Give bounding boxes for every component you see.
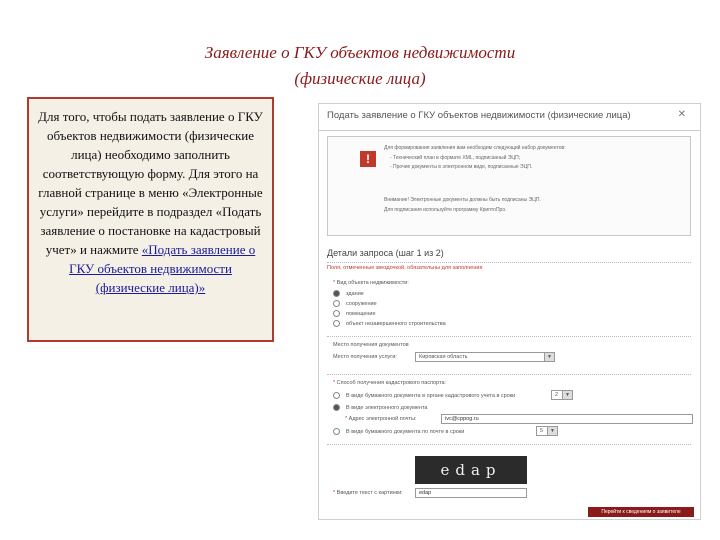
divider	[327, 444, 691, 445]
notice-line: Для формирования заявления вам необходим следующий набор документов:	[384, 145, 566, 151]
alert-icon: !	[360, 151, 376, 167]
radio-icon[interactable]	[333, 290, 340, 297]
delivery-option[interactable]: В виде бумажного документа в органе кадастрового учета в сроки	[333, 392, 515, 399]
place-label: Место получения услуги:	[333, 354, 397, 360]
chevron-down-icon[interactable]: ▼	[544, 353, 554, 361]
radio-icon[interactable]	[333, 300, 340, 307]
divider	[327, 262, 691, 263]
form-header	[319, 104, 700, 131]
close-icon[interactable]: ✕	[677, 109, 686, 120]
radio-icon[interactable]	[333, 310, 340, 317]
instruction-box	[27, 97, 274, 342]
divider	[327, 374, 691, 375]
form-header-title: Подать заявление о ГКУ объектов недвижимости (физические лица)	[327, 110, 631, 121]
instruction-text: Для того, чтобы подать заявление о ГКУ объектов недвижимости (физические лица) необходимо заполнить соответствующую форму. Для этого на главной странице в меню «Электронные услуги» перейдите в подраздел «Подать заявление о постановке на кадастровый учет» и нажмите	[38, 109, 263, 257]
slide-title-line1: Заявление о ГКУ объектов недвижимости	[204, 43, 516, 62]
chevron-down-icon[interactable]: ▼	[547, 427, 557, 435]
captcha-input[interactable]: edap	[415, 488, 527, 498]
object-type-option[interactable]: помещение	[333, 310, 376, 317]
instruction-link[interactable]: «Подать заявление о ГКУ объектов недвижимости (физические лица)»	[69, 242, 256, 295]
slide-title-line2: (физические лица)	[294, 69, 426, 88]
delivery-count-select[interactable]: 2 ▼	[551, 390, 573, 400]
divider	[327, 336, 691, 337]
delivery-count-select[interactable]: 5 ▼	[536, 426, 558, 436]
email-label: * Адрес электронной почты:	[345, 416, 417, 422]
delivery-option[interactable]: В виде бумажного документа по почте в сроки	[333, 428, 464, 435]
radio-icon[interactable]	[333, 404, 340, 411]
slide-title	[0, 40, 720, 92]
captcha-image: edap	[415, 456, 527, 484]
notice-line: Для подписания используйте программу КриптоПро.	[384, 207, 507, 213]
radio-icon[interactable]	[333, 392, 340, 399]
place-select[interactable]: Кировская область ▼	[415, 352, 555, 362]
delivery-section-title: * Способ получения кадастрового паспорта:	[333, 380, 447, 386]
notice-line: - Технический план в формате XML, подписанный ЭЦП;	[390, 155, 521, 161]
radio-icon[interactable]	[333, 428, 340, 435]
portal-screenshot	[318, 103, 701, 520]
object-type-label: * Вид объекта недвижимости:	[333, 280, 409, 286]
object-type-option[interactable]: объект незавершенного строительства	[333, 320, 446, 327]
radio-icon[interactable]	[333, 320, 340, 327]
object-type-option[interactable]: сооружение	[333, 300, 377, 307]
notice-line: - Прочие документы в электронном виде, подписанные ЭЦП.	[390, 164, 533, 170]
delivery-option[interactable]: В виде электронного документа	[333, 404, 427, 411]
email-field[interactable]: ivc@cppog.ru	[441, 414, 693, 424]
submit-button[interactable]: Перейти к сведениям о заявителе	[588, 507, 694, 517]
notice-line: Внимание! Электронные документы должны быть подписаны ЭЦП.	[384, 197, 541, 203]
object-type-option[interactable]: здание	[333, 290, 364, 297]
section-details-title: Детали запроса (шаг 1 из 2)	[327, 248, 444, 258]
chevron-down-icon[interactable]: ▼	[562, 391, 572, 399]
required-note: Поля, отмеченные звездочкой, обязательны для заполнения	[327, 265, 483, 271]
place-section-title: Место получения документов	[333, 342, 409, 348]
captcha-label: * Введите текст с картинки:	[333, 490, 403, 496]
notice-box	[327, 136, 691, 236]
